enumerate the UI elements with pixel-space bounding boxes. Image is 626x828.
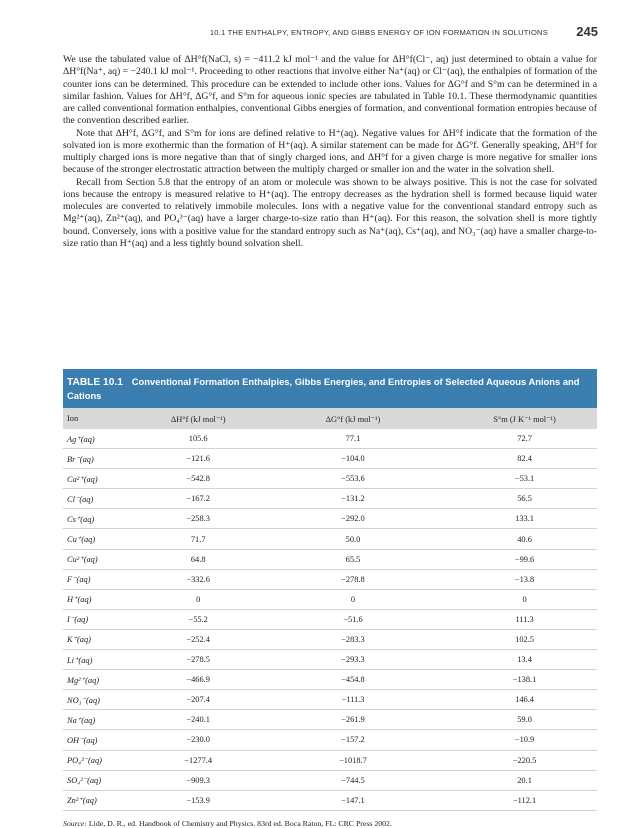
table-row <box>63 690 597 710</box>
value-cell: −278.8 <box>341 574 365 584</box>
ion-cell: PO₄³⁻(aq) <box>67 756 102 766</box>
value-cell: −153.9 <box>186 795 210 805</box>
value-cell: 13.4 <box>517 655 532 665</box>
value-cell: −220.5 <box>512 755 537 765</box>
table-title: Conventional Formation Enthalpies, Gibbs Energies, and Entropies of Selected Aqueous Anions and Cations <box>67 376 580 401</box>
value-cell: −131.2 <box>341 494 365 504</box>
value-cell: −909.3 <box>186 775 210 785</box>
table-column-headers <box>63 408 597 429</box>
table-row <box>63 790 597 810</box>
paragraph: Recall from Section 5.8 that the entropy of an atom or molecule was shown to be always positive. This is not the case for solvated ions because the entropy is measured relative to H⁺(aq). The entropy decreases as the hydration shell is formed because liquid water molecules are converted to relatively immobile molecules. Ions with a negative value for the conventional standard entropy such as Mg²⁺(aq), Zn²⁺(aq), and PO₄³⁻(aq) have a larger charge-to-size ratio than H⁺(aq). For this reason, the solvation shell is more tightly bound. Conversely, ions with a positive value for the standard entropy such as Na⁺(aq), Cs⁺(aq), and NO₃⁻(aq) have a smaller charge-to-size ratio than H⁺(aq) and a less tightly bound solvation shell. <box>63 176 597 249</box>
ion-cell: Na⁺(aq) <box>67 715 96 725</box>
value-cell: −283.3 <box>341 634 365 644</box>
value-cell: −278.5 <box>186 655 210 665</box>
value-cell: −292.0 <box>341 514 365 524</box>
value-cell: −332.6 <box>186 574 210 584</box>
value-cell: −454.8 <box>341 675 365 685</box>
column-header: ΔG°f (kJ mol⁻¹) <box>325 414 381 424</box>
table-row <box>63 549 597 569</box>
value-cell: −1277.4 <box>184 755 213 765</box>
table-row <box>63 770 597 790</box>
value-cell: 111.3 <box>515 614 534 624</box>
value-cell: −542.8 <box>186 474 210 484</box>
paragraph: We use the tabulated value of ΔH°f(NaCl, s) = −411.2 kJ mol⁻¹ and the value for ΔH°f(Cl⁻, aq) just determined to obtain a value for ΔH°f(Na⁺, aq) = −240.1 kJ mol⁻¹. Proceeding to other reactions that involve either Na⁺(aq) or Cl⁻(aq), the enthalpies of formation of the counter ions can be determined. This procedure can be extended to include other ions. Values for ΔG°f and S°m can be determined in a similar fashion. Values for ΔH°f, ΔG°f, and S°m for aqueous ionic species are tabulated in Table 10.1. These thermodynamic quantities are called conventional formation enthalpies, conventional Gibbs energies of formation, and conventional formation entropies because of the convention described earlier. <box>63 54 597 127</box>
value-cell: 40.6 <box>517 534 532 544</box>
table-row <box>63 629 597 649</box>
value-cell: −230.0 <box>186 735 210 745</box>
table-row <box>63 710 597 730</box>
value-cell: −51.6 <box>343 614 363 624</box>
table-row <box>63 589 597 609</box>
value-cell: 0 <box>522 594 527 604</box>
value-cell: −553.6 <box>341 474 365 484</box>
table-row <box>63 469 597 489</box>
value-cell: −744.5 <box>341 775 365 785</box>
table-row <box>63 509 597 529</box>
column-header: Ion <box>67 414 79 423</box>
value-cell: 105.6 <box>188 434 208 444</box>
data-table <box>63 369 597 828</box>
ion-cell: H⁺(aq) <box>67 595 92 605</box>
ion-cell: K⁺(aq) <box>67 635 91 645</box>
table-row <box>63 449 597 469</box>
value-cell: −167.2 <box>186 494 210 504</box>
value-cell: −10.9 <box>514 735 535 745</box>
ion-cell: OH⁻(aq) <box>67 735 98 745</box>
table-row <box>63 670 597 690</box>
table-row <box>63 429 597 449</box>
table-row <box>63 529 597 549</box>
value-cell: 72.7 <box>517 434 532 444</box>
table-source <box>63 819 597 828</box>
source-label: Source: <box>63 818 87 828</box>
table-row <box>63 730 597 750</box>
ion-cell: Cu⁺(aq) <box>67 535 96 545</box>
value-cell: 133.1 <box>515 514 534 524</box>
table-number: TABLE 10.1 <box>67 377 123 388</box>
value-cell: −207.4 <box>186 695 210 705</box>
source-citation: Lide, D. R., ed. Handbook of Chemistry and Physics. 83rd ed. Boca Raton, FL: CRC Press 2002. <box>88 818 392 828</box>
value-cell: 56.5 <box>517 494 532 504</box>
page-header <box>63 24 598 42</box>
table-caption <box>63 369 597 408</box>
column-header: S°m (J K⁻¹ mol⁻¹) <box>493 414 556 424</box>
ion-cell: Zn²⁺(aq) <box>67 796 97 806</box>
table-row <box>63 609 597 629</box>
ion-cell: Cs⁺(aq) <box>67 514 95 524</box>
value-cell: −121.6 <box>186 454 210 464</box>
value-cell: 71.7 <box>190 534 206 544</box>
table-row <box>63 750 597 770</box>
table-row <box>63 489 597 509</box>
value-cell: −138.1 <box>512 675 537 685</box>
value-cell: −104.0 <box>341 454 365 464</box>
value-cell: 0 <box>196 594 201 604</box>
value-cell: −13.8 <box>514 574 535 584</box>
value-cell: 82.4 <box>517 454 532 464</box>
value-cell: 20.1 <box>517 775 532 785</box>
ion-cell: Cu²⁺(aq) <box>67 555 98 565</box>
value-cell: −157.2 <box>341 735 365 745</box>
value-cell: 64.8 <box>190 554 206 564</box>
value-cell: −466.9 <box>186 675 210 685</box>
ion-cell: Li⁺(aq) <box>67 655 93 665</box>
value-cell: −111.3 <box>341 695 365 705</box>
ion-cell: I⁻(aq) <box>67 615 89 625</box>
paragraph: Note that ΔH°f, ΔG°f, and S°m for ions are defined relative to H⁺(aq). Negative values for ΔH°f indicate that the formation of the solvated ion is more exothermic than the formation of H⁺(aq). A similar statement can be made for ΔG°f. Generally speaking, ΔH°f for multiply charged ions is more negative than that of singly charged ions, and ΔH°f for a given charge is more negative for smaller ions because of the stronger electrostatic attraction between the multiply charged or smaller ion and the water in the solvation shell. <box>63 127 597 176</box>
value-cell: −147.1 <box>341 795 365 805</box>
value-cell: −1018.7 <box>339 755 367 765</box>
value-cell: 102.5 <box>515 634 534 644</box>
value-cell: 50.0 <box>345 534 361 544</box>
ion-cell: Ca²⁺(aq) <box>67 474 98 484</box>
table-row <box>63 650 597 670</box>
running-title: 10.1 THE ENTHALPY, ENTROPY, AND GIBBS ENERGY OF ION FORMATION IN SOLUTIONS <box>209 28 548 37</box>
body-text <box>63 54 597 250</box>
value-cell: 0 <box>350 594 356 604</box>
column-header: ΔH°f (kJ mol⁻¹) <box>170 414 226 424</box>
value-cell: −99.6 <box>514 554 535 564</box>
value-cell: −53.1 <box>514 474 535 484</box>
value-cell: −293.3 <box>341 655 365 665</box>
value-cell: −112.1 <box>512 795 537 805</box>
ion-cell: Br⁻(aq) <box>67 454 94 464</box>
ion-cell: NO₃⁻(aq) <box>67 695 100 705</box>
value-cell: −55.2 <box>188 614 208 624</box>
value-cell: −240.1 <box>186 715 210 725</box>
value-cell: −261.9 <box>341 715 365 725</box>
ion-cell: Mg²⁺(aq) <box>67 675 100 685</box>
value-cell: 65.5 <box>345 554 361 564</box>
value-cell: 77.1 <box>345 434 361 444</box>
ion-cell: SO₄²⁻(aq) <box>67 776 102 786</box>
value-cell: 146.4 <box>515 695 534 705</box>
ion-cell: Cl⁻(aq) <box>67 494 94 504</box>
ion-cell: F⁻(aq) <box>67 575 91 585</box>
value-cell: 59.0 <box>517 715 532 725</box>
table-row <box>63 569 597 589</box>
page-number: 245 <box>576 24 598 39</box>
value-cell: −258.3 <box>186 514 210 524</box>
ion-cell: Ag⁺(aq) <box>67 434 95 444</box>
value-cell: −252.4 <box>186 634 210 644</box>
